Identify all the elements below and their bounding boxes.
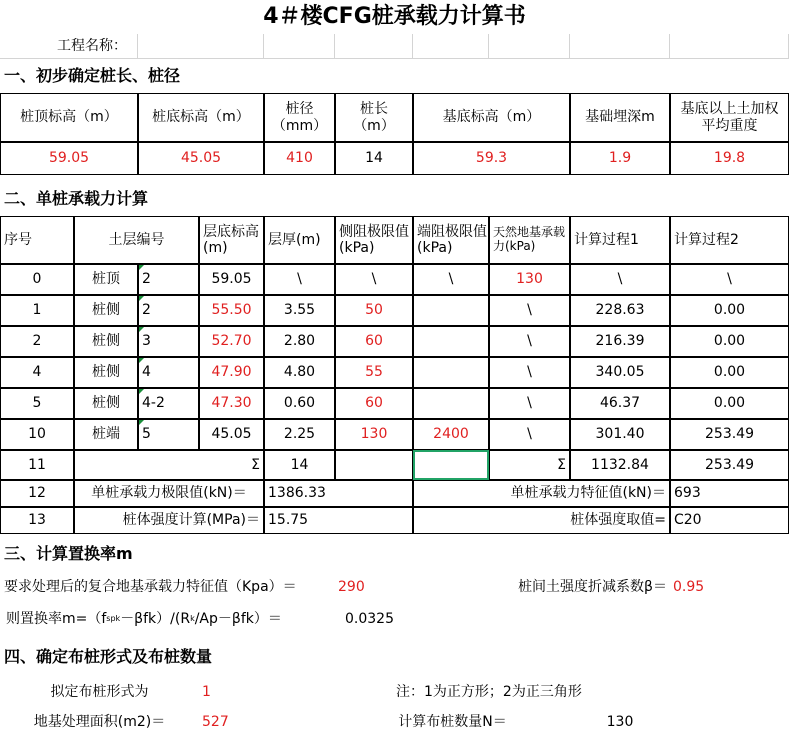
- row-bottom[interactable]: 47.30: [199, 388, 264, 419]
- pile-strength-calc-value[interactable]: 15.75: [264, 507, 413, 534]
- row-proc2[interactable]: 0.00: [670, 326, 789, 357]
- empty-cell[interactable]: [335, 450, 413, 480]
- row-layer[interactable]: [138, 264, 199, 295]
- row-bottom[interactable]: 52.70: [199, 326, 264, 357]
- sum-thick[interactable]: 14: [264, 450, 335, 480]
- pile-strength-calc-label: 桩体强度计算(MPa)＝: [74, 507, 264, 534]
- row-side[interactable]: 50: [335, 295, 413, 326]
- row-proc2[interactable]: 0.00: [670, 295, 789, 326]
- treatment-area-label: 地基处理面积(m2)＝: [33, 713, 166, 730]
- s1-unit-weight-value[interactable]: 19.8: [670, 142, 789, 175]
- row-proc1[interactable]: 46.37: [570, 388, 670, 419]
- formula-part-b: －βfk）/(R: [120, 610, 191, 627]
- section-2-heading: 二、单桩承载力计算: [4, 189, 149, 209]
- pile-count-value[interactable]: 130: [606, 713, 634, 730]
- project-label: 工程名称：: [0, 34, 138, 59]
- row-bottom[interactable]: 59.05: [199, 264, 264, 295]
- beta-value[interactable]: 0.95: [673, 578, 705, 595]
- formula-sub-k: k: [190, 614, 195, 624]
- layout-form-label: 拟定布桩形式为: [50, 683, 149, 700]
- row-natural[interactable]: 130: [489, 264, 570, 295]
- formula-sub-spk: spk: [106, 614, 121, 624]
- ultimate-capacity-label: 单桩承载力极限值(kN)＝: [74, 480, 264, 507]
- section-3-heading: 三、计算置换率m: [4, 543, 133, 563]
- row-proc1[interactable]: 228.63: [570, 295, 670, 326]
- s2-header-no: 序号: [0, 216, 74, 264]
- row-side[interactable]: 55: [335, 357, 413, 388]
- sum-proc2[interactable]: 253.49: [670, 450, 789, 480]
- empty-cell[interactable]: [489, 34, 570, 59]
- row-thick[interactable]: 2.25: [264, 419, 335, 450]
- row-no[interactable]: 2: [0, 326, 74, 357]
- pile-strength-grade-label: 桩体强度取值=: [413, 507, 670, 534]
- row-position[interactable]: 桩侧: [74, 357, 138, 388]
- sum-sigma-2: Σ: [489, 450, 570, 480]
- row-natural[interactable]: \: [489, 357, 570, 388]
- s2-header-natural: 天然地基承载力(kPa): [489, 216, 570, 264]
- row-bottom[interactable]: 45.05: [199, 419, 264, 450]
- row-layer[interactable]: [138, 388, 199, 419]
- row-12-no[interactable]: 12: [0, 480, 74, 507]
- row-position[interactable]: 桩侧: [74, 388, 138, 419]
- replacement-ratio-formula: [0, 603, 335, 635]
- row-position[interactable]: 桩端: [74, 419, 138, 450]
- row-thick[interactable]: \: [264, 264, 335, 295]
- row-end[interactable]: [413, 388, 489, 419]
- s2-header-thick: 层厚(m): [264, 216, 335, 264]
- row-no[interactable]: 5: [0, 388, 74, 419]
- row-layer[interactable]: [138, 295, 199, 326]
- pile-strength-grade-value[interactable]: C20: [670, 507, 789, 534]
- row-bottom[interactable]: 47.90: [199, 357, 264, 388]
- project-value-cell[interactable]: [138, 34, 264, 59]
- s2-header-proc1: 计算过程1: [570, 216, 670, 264]
- row-proc1[interactable]: 340.05: [570, 357, 670, 388]
- row-layer-text: 2: [142, 271, 151, 288]
- row-no[interactable]: 1: [0, 295, 74, 326]
- formula-part-c: /Ap－βfk）＝: [194, 610, 282, 627]
- s2-header-side: 侧阻极限值(kPa): [335, 216, 413, 264]
- s1-header-diameter: 桩径（mm）: [264, 93, 335, 142]
- s1-header-top-elev: 桩顶标高（m）: [0, 93, 138, 142]
- row-proc2[interactable]: \: [670, 264, 789, 295]
- required-bearing-value[interactable]: 290: [338, 578, 365, 595]
- pile-count-label: 计算布桩数量N＝: [398, 713, 507, 730]
- empty-cell[interactable]: [413, 34, 489, 59]
- row-side[interactable]: 130: [335, 419, 413, 450]
- row-layer-text: 4-2: [142, 395, 165, 412]
- comment-marker: [139, 265, 144, 270]
- row-layer-text: 2: [142, 302, 151, 319]
- s1-header-base-elev: 基底标高（m）: [413, 93, 570, 142]
- row-proc1[interactable]: 301.40: [570, 419, 670, 450]
- comment-marker: [139, 358, 144, 363]
- s2-header-layer: 土层编号: [74, 216, 199, 264]
- s1-base-elev-value[interactable]: 59.3: [413, 142, 570, 175]
- row-thick[interactable]: 4.80: [264, 357, 335, 388]
- row-no[interactable]: 10: [0, 419, 74, 450]
- empty-cell[interactable]: [670, 34, 789, 59]
- s2-header-bottom: 层底标高(m): [199, 216, 264, 264]
- row-proc1[interactable]: 216.39: [570, 326, 670, 357]
- row-end[interactable]: 2400: [413, 419, 489, 450]
- row-no[interactable]: 0: [0, 264, 74, 295]
- section-1-heading: 一、初步确定桩长、桩径: [4, 65, 181, 85]
- comment-marker: [139, 420, 144, 425]
- s2-header-proc2: 计算过程2: [670, 216, 789, 264]
- comment-marker: [139, 327, 144, 332]
- row-side[interactable]: \: [335, 264, 413, 295]
- row-layer[interactable]: [138, 326, 199, 357]
- row-13-no[interactable]: 13: [0, 507, 74, 534]
- row-position[interactable]: 桩顶: [74, 264, 138, 295]
- row-end[interactable]: [413, 295, 489, 326]
- row-proc2[interactable]: 0.00: [670, 388, 789, 419]
- empty-cell[interactable]: [335, 34, 413, 59]
- row-proc2[interactable]: 253.49: [670, 419, 789, 450]
- empty-cell[interactable]: [264, 34, 335, 59]
- s2-header-end: 端阻极限值(kPa): [413, 216, 489, 264]
- s1-bottom-elev-value[interactable]: 45.05: [138, 142, 264, 175]
- row-no[interactable]: 4: [0, 357, 74, 388]
- layout-form-note: 注：1为正方形；2为正三角形: [396, 683, 582, 700]
- row-end[interactable]: [413, 357, 489, 388]
- s1-header-unit-weight: 基底以上土加权平均重度: [670, 93, 789, 142]
- row-thick[interactable]: 3.55: [264, 295, 335, 326]
- row-natural[interactable]: \: [489, 326, 570, 357]
- row-proc1[interactable]: \: [570, 264, 670, 295]
- row-natural[interactable]: \: [489, 295, 570, 326]
- row-position[interactable]: 桩侧: [74, 295, 138, 326]
- row-position[interactable]: 桩侧: [74, 326, 138, 357]
- row-layer-text: 5: [142, 426, 151, 443]
- characteristic-capacity-label: 单桩承载力特征值(kN)＝: [413, 480, 670, 507]
- s1-length-value[interactable]: 14: [335, 142, 413, 175]
- row-natural[interactable]: \: [489, 419, 570, 450]
- s1-depth-value[interactable]: 1.9: [570, 142, 670, 175]
- sum-proc1[interactable]: 1132.84: [570, 450, 670, 480]
- row-thick[interactable]: 2.80: [264, 326, 335, 357]
- row-natural[interactable]: \: [489, 388, 570, 419]
- s1-header-depth: 基础埋深m: [570, 93, 670, 142]
- row-layer-text: 4: [142, 364, 151, 381]
- beta-label: 桩间土强度折减系数β＝: [518, 578, 667, 595]
- layout-form-value[interactable]: 1: [202, 683, 211, 700]
- sum-row-no[interactable]: 11: [0, 450, 74, 480]
- row-end[interactable]: \: [413, 264, 489, 295]
- row-layer[interactable]: [138, 419, 199, 450]
- comment-marker: [139, 296, 144, 301]
- section-4-heading: 四、确定布桩形式及布桩数量: [4, 647, 213, 667]
- s1-top-elev-value[interactable]: 59.05: [0, 142, 138, 175]
- row-thick[interactable]: 0.60: [264, 388, 335, 419]
- ultimate-capacity-value[interactable]: 1386.33: [264, 480, 413, 507]
- row-bottom[interactable]: 55.50: [199, 295, 264, 326]
- empty-cell[interactable]: [570, 34, 670, 59]
- required-bearing-label: 要求处理后的复合地基承载力特征值（Kpa）＝: [4, 578, 297, 595]
- s1-header-bottom-elev: 桩底标高（m）: [138, 93, 264, 142]
- selected-cell[interactable]: [413, 450, 489, 480]
- row-end[interactable]: [413, 326, 489, 357]
- characteristic-capacity-value[interactable]: 693: [670, 480, 789, 507]
- treatment-area-value[interactable]: 527: [202, 713, 229, 730]
- s1-diameter-value[interactable]: 410: [264, 142, 335, 175]
- row-side[interactable]: 60: [335, 388, 413, 419]
- s1-header-length: 桩长（m）: [335, 93, 413, 142]
- replacement-ratio-value[interactable]: 0.0325: [345, 610, 394, 627]
- row-side[interactable]: 60: [335, 326, 413, 357]
- row-layer[interactable]: [138, 357, 199, 388]
- row-layer-text: 3: [142, 333, 151, 350]
- formula-part-a: 则置换率m=（f: [6, 610, 107, 627]
- row-proc2[interactable]: 0.00: [670, 357, 789, 388]
- sheet-title: 4＃楼CFG桩承载力计算书: [263, 4, 526, 30]
- sum-sigma: Σ: [74, 450, 264, 480]
- comment-marker: [139, 389, 144, 394]
